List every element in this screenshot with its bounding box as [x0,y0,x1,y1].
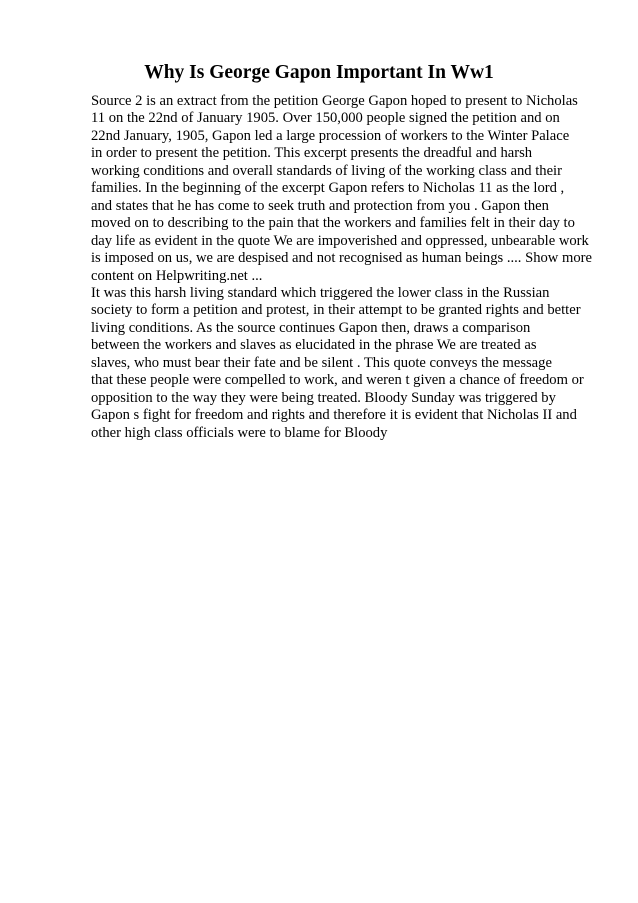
body-line: is imposed on us, we are despised and not recognised as human beings .... Show more [91,250,592,267]
body-line: 22nd January, 1905, Gapon led a large procession of workers to the Winter Palace [91,127,570,144]
body-line: other high class officials were to blame for Bloody [91,424,388,441]
body-line: working conditions and overall standards of living of the working class and their [91,162,562,179]
body-line: 11 on the 22nd of January 1905. Over 150,000 people signed the petition and on [91,110,560,127]
body-line: between the workers and slaves as elucidated in the phrase We are treated as [91,337,537,354]
body-line: opposition to the way they were being treated. Bloody Sunday was triggered by [91,389,556,406]
body-line: living conditions. As the source continues Gapon then, draws a comparison [91,319,531,336]
body-line: in order to present the petition. This excerpt presents the dreadful and harsh [91,145,533,162]
body-line: It was this harsh living standard which triggered the lower class in the Russian [91,284,550,301]
body-line: day life as evident in the quote We are impoverished and oppressed, unbearable work [91,232,589,249]
body-line: Source 2 is an extract from the petition George Gapon hoped to present to Nicholas [91,93,578,109]
document-body [91,93,591,442]
body-line: and states that he has come to seek truth and protection from you . Gapon then [91,197,549,214]
body-line: that these people were compelled to work, and weren t given a chance of freedom or [91,372,584,389]
document-title: Why Is George Gapon Important In Ww1 [144,62,494,83]
body-line: Gapon s fight for freedom and rights and therefore it is evident that Nicholas II and [91,407,577,424]
body-line: families. In the beginning of the excerpt Gapon refers to Nicholas 11 as the lord , [91,180,565,197]
body-line: moved on to describing to the pain that the workers and families felt in their day to [91,215,575,232]
body-line: society to form a petition and protest, in their attempt to be granted rights and better [91,302,581,319]
body-line: slaves, who must bear their fate and be silent . This quote conveys the message [91,354,552,371]
body-line: content on Helpwriting.net ... [91,267,263,284]
